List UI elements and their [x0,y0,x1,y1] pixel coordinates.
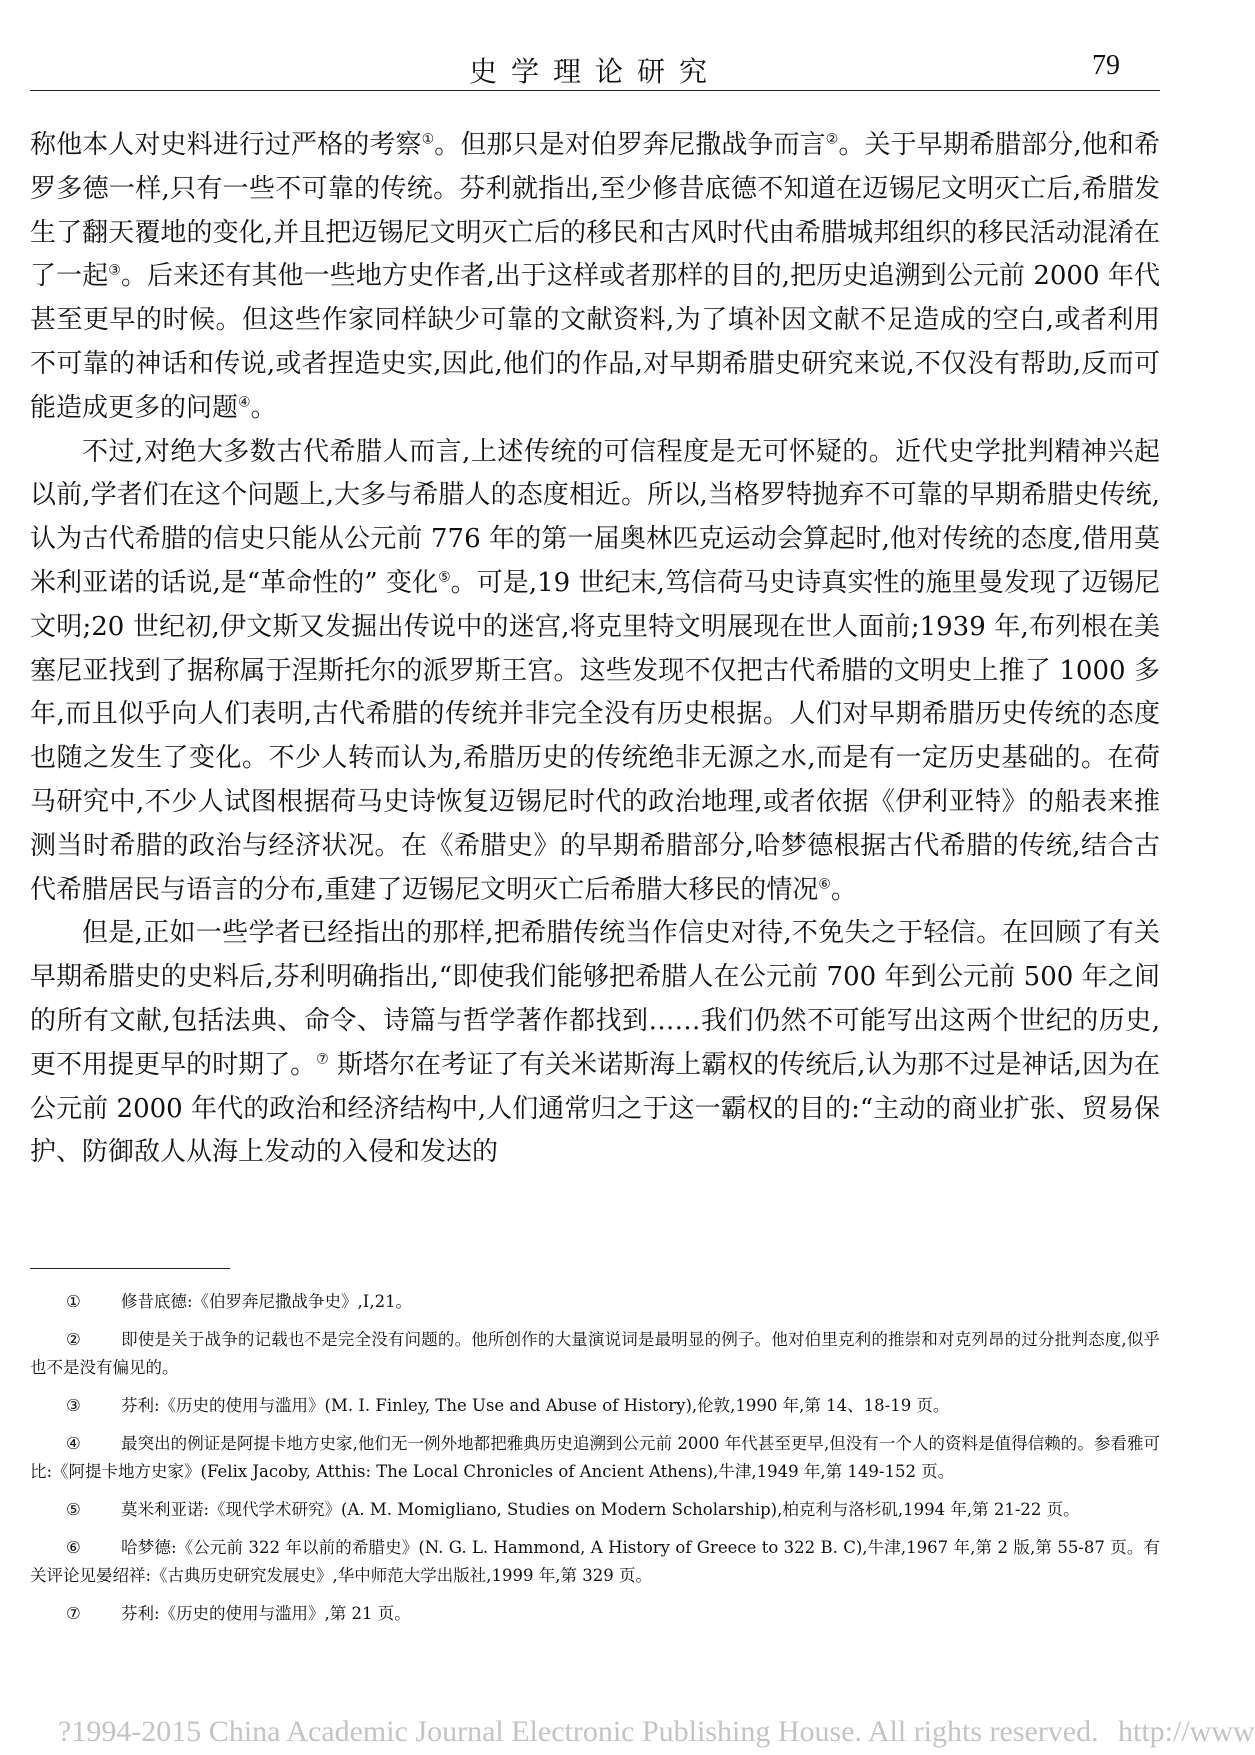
footnote-4: ④ 最突出的例证是阿提卡地方史家,他们无一例外地都把雅典历史追溯到公元前 2000 年代甚至更早,但没有一个人的资料是值得信赖的。参看雅可比:《阿提卡地方史家》(Felix Jacoby, Atthis: The Local Chronicles of Ancient Athens),牛津,1949 年,第 149-152 页。 [30,1434,1160,1481]
footnote-3: ③ 芬利:《历史的使用与滥用》(M. I. Finley, The Use and Abuse of History),伦敦,1990 年,第 14、18-19 页。 [66,1396,950,1415]
footnote-divider [30,1268,230,1269]
footnote-6: ⑥ 哈梦德:《公元前 322 年以前的希腊史》(N. G. L. Hammond, A History of Greece to 322 B. C),牛津,1967 年,第 2 版,第 55-87 页。有关评论见晏绍祥:《古典历史研究发展史》,华中师范大学出版社,1999 年,第 329 页。 [30,1538,1160,1585]
watermark-url: http://www [1118,1715,1255,1748]
paragraph-1: 称他本人对史料进行过严格的考察①。但那只是对伯罗奔尼撒战争而言②。关于早期希腊部分,他和希罗多德一样,只有一些不可靠的传统。芬利就指出,至少修昔底德不知道在迈锡尼文明灭亡后,希腊发生了翻天覆地的变化,并且把迈锡尼文明灭亡后的移民和古风时代由希腊城邦组织的移民活动混淆在了一起③。后来还有其他一些地方史作者,出于这样或者那样的目的,把历史追溯到公元前 2000 年代甚至更早的时候。但这些作家同样缺少可靠的文献资料,为了填补因文献不足造成的空白,或者利用不可靠的神话和传说,或者捏造史实,因此,他们的作品,对早期希腊史研究来说,不仅没有帮助,反而可能造成更多的问题④。 [30,130,1160,423]
journal-title: 史学理论研究 [468,55,721,88]
footnote-ref-1: ① [421,131,435,148]
footnote-ref-4: ④ [238,394,251,411]
paragraph-2: 不过,对绝大多数古代希腊人而言,上述传统的可信程度是无可怀疑的。近代史学批判精神兴起以前,学者们在这个问题上,大多与希腊人的态度相近。所以,当格罗特抛弃不可靠的早期希腊史传统,认为古代希腊的信史只能从公元前 776 年的第一届奥林匹克运动会算起时,他对传统的态度,借用莫米利亚诺的话说,是“革命性的” 变化⑤。可是,19 世纪末,笃信荷马史诗真实性的施里曼发现了迈锡尼文明;20 世纪初,伊文斯又发掘出传说中的迷宫,将克里特文明展现在世人面前;1939 年,布列根在美塞尼亚找到了据称属于涅斯托尔的派罗斯王宫。这些发现不仅把古代希腊的文明史上推了 1000 多年,而且似乎向人们表明,古代希腊的传统并非完全没有历史根据。人们对早期希腊历史传统的态度也随之发生了变化。不少人转而认为,希腊历史的传统绝非无源之水,而是有一定历史基础的。在荷马研究中,不少人试图根据荷马史诗恢复迈锡尼时代的政治地理,或者依据《伊利亚特》的船表来推测当时希腊的政治与经济状况。在《希腊史》的早期希腊部分,哈梦德根据古代希腊的传统,结合古代希腊居民与语言的分布,重建了迈锡尼文明灭亡后希腊大移民的情况⑥。 [30,436,1160,905]
running-header [30,40,1160,91]
footnote-2: ② 即使是关于战争的记载也不是完全没有问题的。他所创作的大量演说词是最明显的例子。他对伯里克利的推崇和对克列昂的过分批判态度,似乎也不是没有偏见的。 [30,1330,1160,1377]
footnote-ref-5: ⑤ [438,569,451,586]
main-text [30,124,1160,1175]
footnote-5: ⑤ 莫米利亚诺:《现代学术研究》(A. M. Momigliano, Studies on Modern Scholarship),柏克利与洛杉矶,1994 年,第 21-22 页。 [66,1500,1080,1519]
footnotes [30,1288,1160,1638]
footnote-ref-7: ⑦ [316,1051,329,1068]
footnote-1: ① 修昔底德:《伯罗奔尼撒战争史》,I,21。 [66,1292,413,1311]
footnote-7: ⑦ 芬利:《历史的使用与滥用》,第 21 页。 [66,1604,411,1623]
paragraph-3: 但是,正如一些学者已经指出的那样,把希腊传统当作信史对待,不免失之于轻信。在回顾了有关早期希腊史的史料后,芬利明确指出,“即使我们能够把希腊人在公元前 700 年到公元前 500 年之间的所有文献,包括法典、命令、诗篇与哲学著作都找到……我们仍然不可能写出这两个世纪的历史,更不用提更早的时期了。⑦ 斯塔尔在考证了有关米诺斯海上霸权的传统后,认为那不过是神话,因为在公元前 2000 年代的政治和经济结构中,人们通常归之于这一霸权的目的:“主动的商业扩张、贸易保护、防御敌人从海上发动的入侵和发达的 [30,918,1160,1168]
page-number: 79 [1092,50,1120,81]
footnote-ref-2: ② [825,131,839,148]
footnote-ref-3: ③ [108,262,121,279]
footnote-ref-6: ⑥ [818,875,831,892]
watermark-text: ?1994-2015 China Academic Journal Electronic Publishing House. All rights reserved. [58,1715,1099,1748]
copyright-watermark [58,1715,1255,1749]
